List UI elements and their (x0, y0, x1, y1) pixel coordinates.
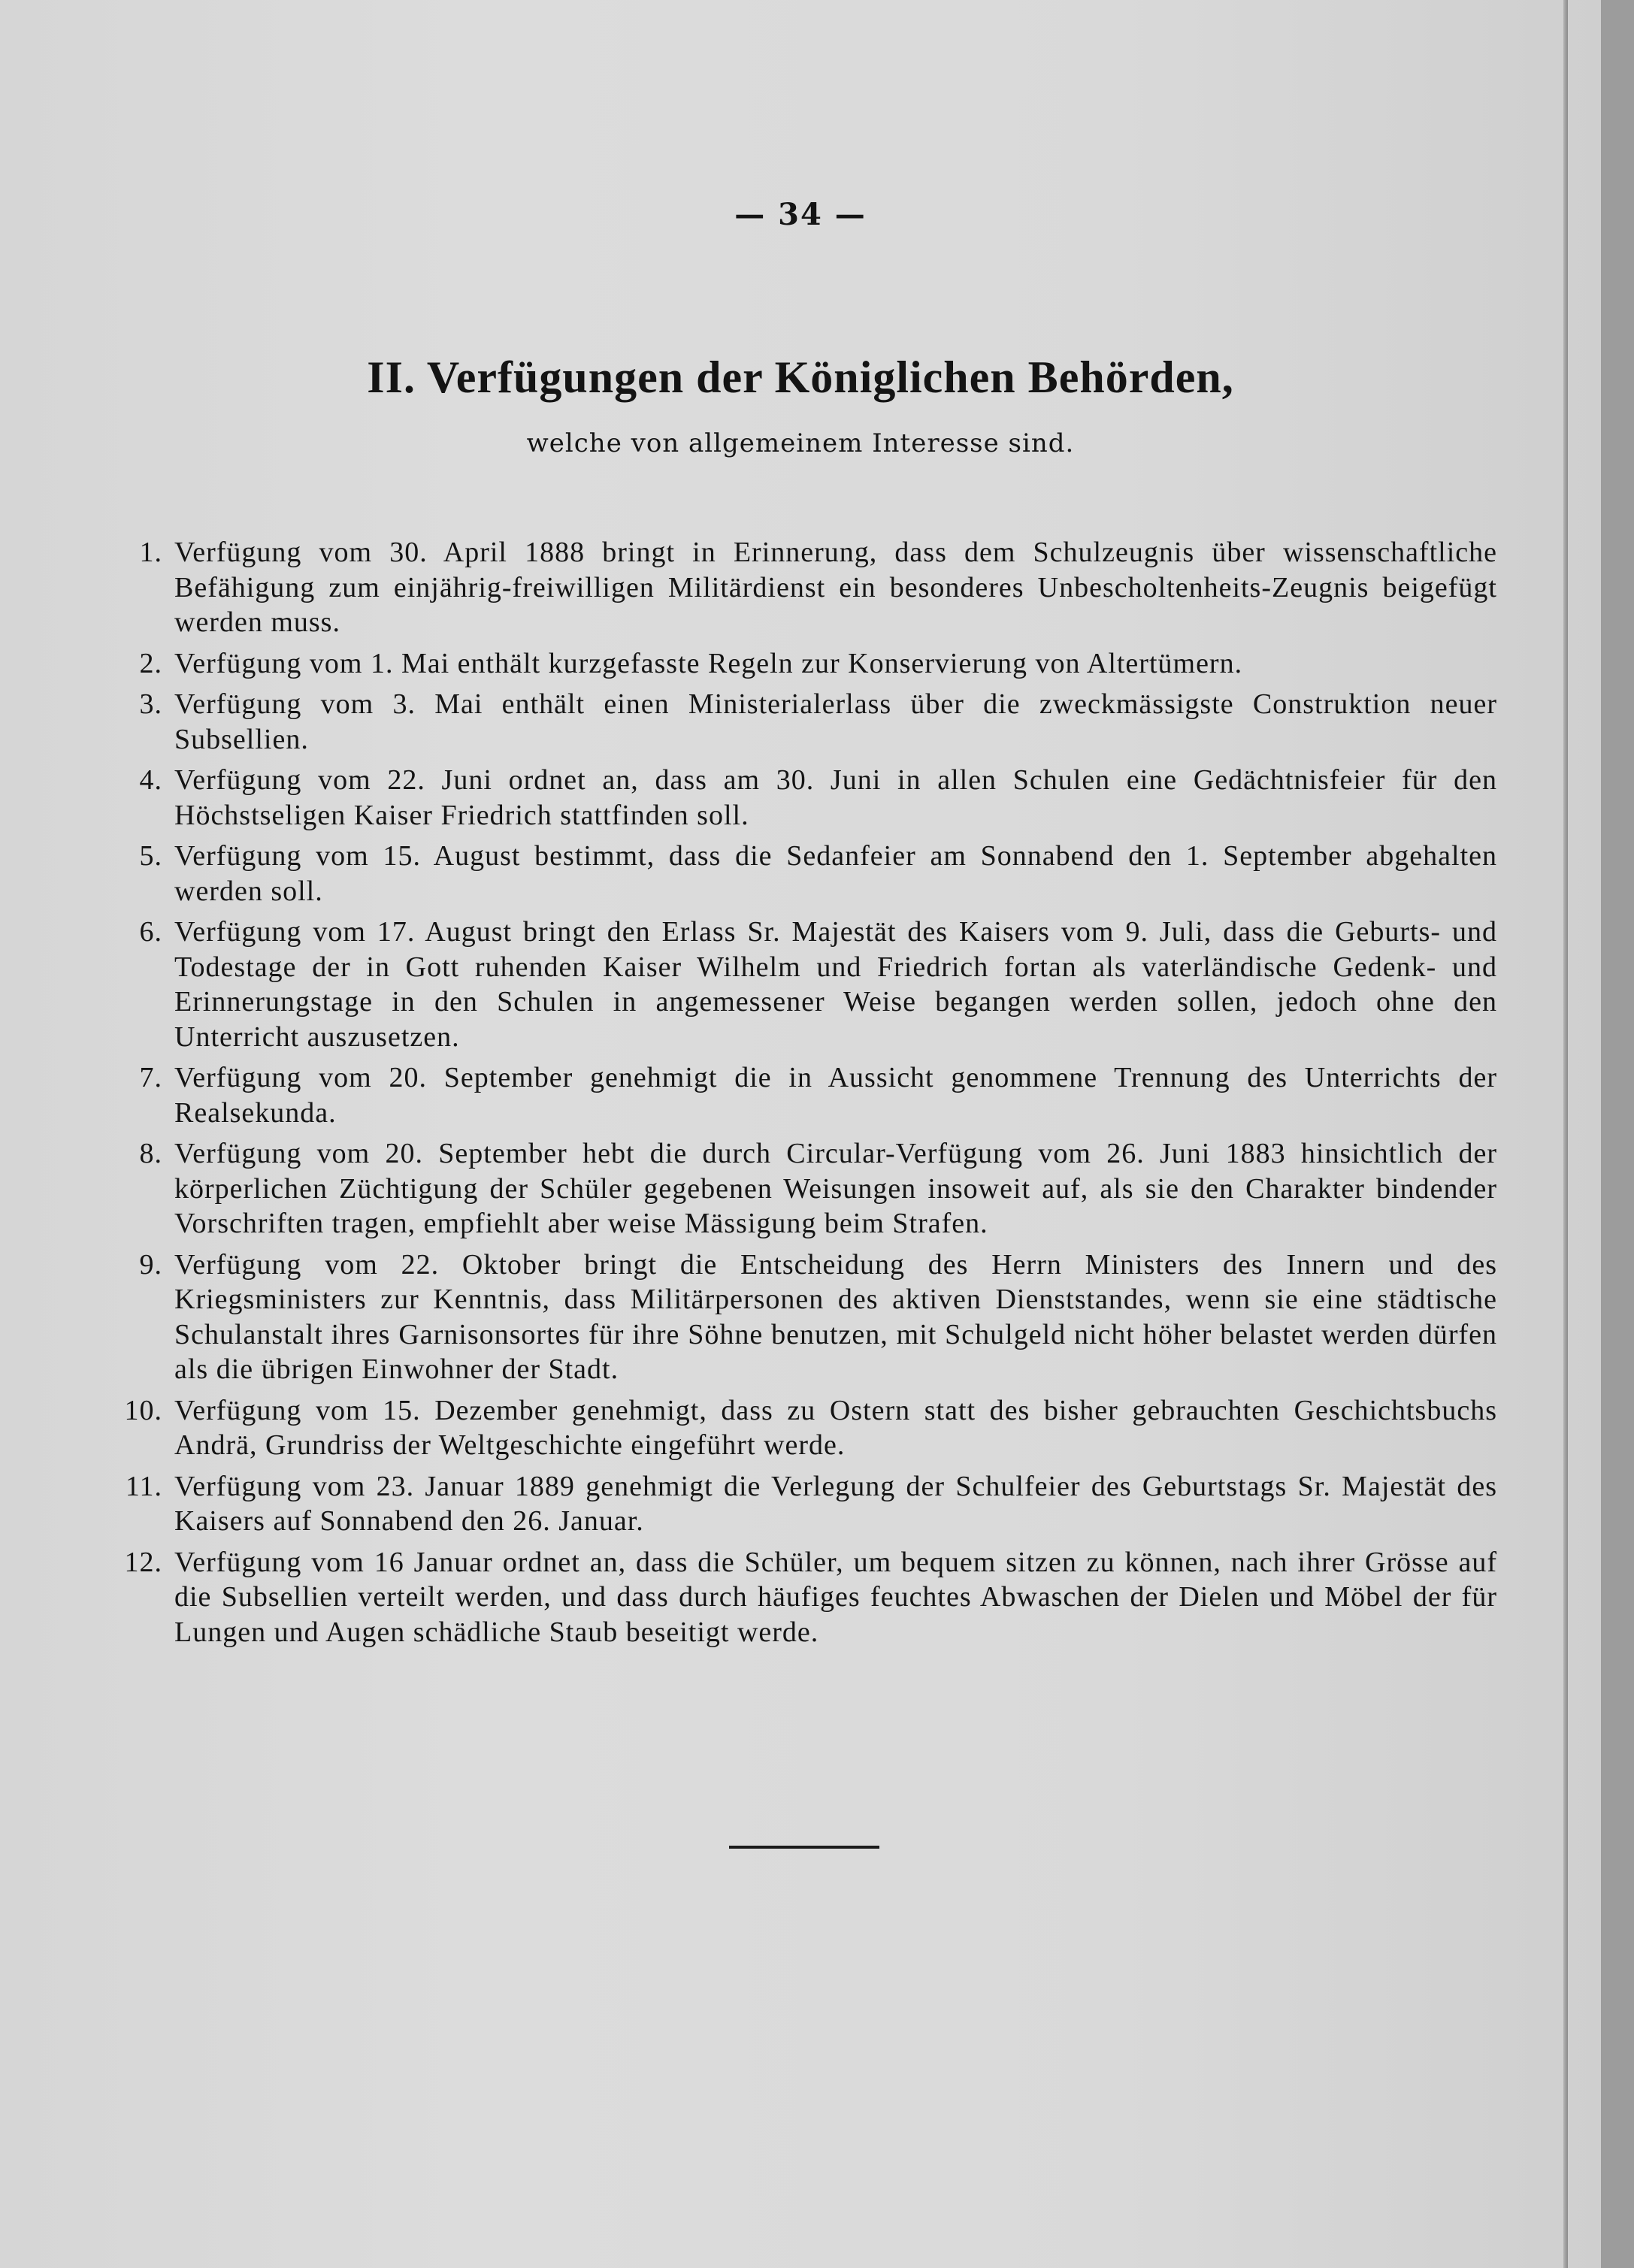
list-item (139, 839, 1497, 909)
item-text: Verfügung vom 30. April 1888 bringt in Erinnerung, dass dem Schulzeugnis über wissenschaftliche Befähigung zum einjährig-freiwilligen Militärdienst ein besonderes Unbescholtenheits-Zeugnis beigefügt werden muss. (174, 537, 1497, 638)
closing-rule (729, 1846, 879, 1849)
item-number: 8. (139, 1138, 162, 1169)
item-text: Verfügung vom 15. August bestimmt, dass die Sedanfeier am Sonnabend den 1. September abgehalten werden soll. (174, 840, 1497, 907)
item-text: Verfügung vom 20. September hebt die durch Circular-Verfügung vom 26. Juni 1883 hinsichtlich der körperlichen Züchtigung der Schüler gegebenen Weisungen insoweit auf, als sie den Charakter bindender Vorschriften tragen, empfiehlt aber weise Mässigung beim Strafen. (174, 1138, 1497, 1239)
list-item (139, 1136, 1497, 1241)
list-item (139, 915, 1497, 1054)
item-text: Verfügung vom 22. Oktober bringt die Entscheidung des Herrn Ministers des Innern und des Kriegsministers zur Kenntnis, dass Militärpersonen des aktiven Dienststandes, wenn sie eine städtische Schulanstalt ihres Garnisonsortes für ihre Söhne benutzen, mit Schulgeld nicht höher belastet werden dürfen als die übrigen Einwohner der Stadt. (174, 1248, 1497, 1385)
item-text: Verfügung vom 22. Juni ordnet an, dass am 30. Juni in allen Schulen eine Gedächtnisfeier für den Höchstseligen Kaiser Friedrich stattfinden soll. (174, 764, 1497, 831)
item-number: 6. (139, 916, 162, 948)
list-item (139, 1247, 1497, 1387)
list-item (139, 763, 1497, 833)
item-number: 7. (139, 1062, 162, 1093)
item-text: Verfügung vom 15. Dezember genehmigt, dass zu Ostern statt des bisher gebrauchten Geschichtsbuchs Andrä, Grundriss der Weltgeschichte eingeführt werde. (174, 1394, 1497, 1461)
item-number: 3. (139, 688, 162, 720)
list-item (124, 1393, 1497, 1463)
list-item (139, 646, 1497, 682)
item-number: 11. (125, 1470, 162, 1502)
page-edge (1563, 0, 1568, 2268)
section-subheading: welche von allgemeinem Interesse sind. (526, 428, 1075, 458)
section-heading: II. Verfügungen der Königlichen Behörden, (367, 352, 1234, 402)
item-number: 12. (124, 1546, 162, 1578)
list-item (139, 535, 1497, 640)
item-number: 1. (139, 537, 162, 568)
item-text: Verfügung vom 16 Januar ordnet an, dass die Schüler, um bequem sitzen zu können, nach ihrer Grösse auf die Subsellien verteilt werden, und dass durch häufiges feuchtes Abwaschen der Dielen und Möbel der für Lungen und Augen schädliche Staub beseitigt werde. (174, 1546, 1497, 1648)
item-number: 4. (139, 764, 162, 796)
item-text: Verfügung vom 17. August bringt den Erlass Sr. Majestät des Kaisers vom 9. Juli, dass die Geburts- und Todestage der in Gott ruhenden Kaiser Wilhelm und Friedrich fortan als vaterländische Gedenk- und Erinnerungstage in den Schulen in angemessener Weise begangen werden sollen, jedoch ohne den Unterricht auszusetzen. (174, 916, 1497, 1053)
item-text: Verfügung vom 23. Januar 1889 genehmigt die Verlegung der Schulfeier des Geburtstags Sr. Majestät des Kaisers auf Sonnabend den 26. Januar. (174, 1470, 1497, 1537)
list-item (139, 1060, 1497, 1130)
list-item (125, 1469, 1497, 1539)
list-item (139, 687, 1497, 757)
decree-list (124, 535, 1497, 1656)
item-number: 2. (139, 647, 162, 679)
item-number: 9. (139, 1248, 162, 1281)
list-item (124, 1545, 1497, 1650)
item-text: Verfügung vom 1. Mai enthält kurzgefasste Regeln zur Konservierung von Altertümern. (174, 647, 1243, 679)
page-number: — 34 — (734, 197, 867, 232)
item-number: 10. (124, 1394, 162, 1426)
item-text: Verfügung vom 20. September genehmigt die in Aussicht genommene Trennung des Unterrichts der Realsekunda. (174, 1062, 1497, 1129)
item-text: Verfügung vom 3. Mai enthält einen Ministerialerlass über die zweckmässigste Construktion neuer Subsellien. (174, 688, 1497, 755)
item-number: 5. (139, 840, 162, 872)
